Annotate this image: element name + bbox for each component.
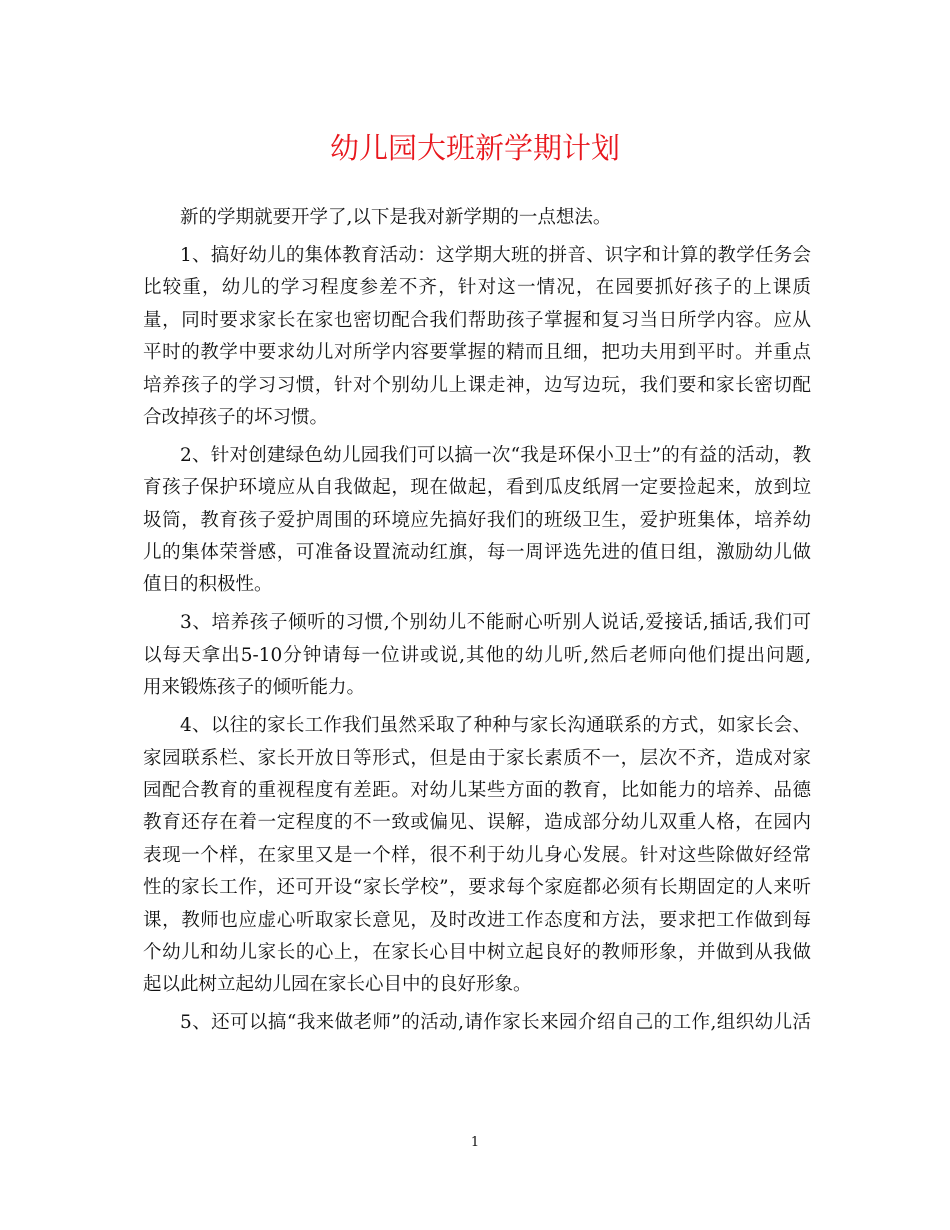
text-line: 量，同时要求家长在家也密切配合我们帮助孩子掌握和复习当日所学内容。应从 xyxy=(143,309,811,331)
text-line: 新的学期就要开学了,以下是我对新学期的一点想法。 xyxy=(180,207,612,228)
text-line: 圾筒，教育孩子爱护周围的环境应先搞好我们的班级卫生，爱护班集体，培养幼 xyxy=(143,509,811,531)
text-line: 1、搞好幼儿的集体教育活动：这学期大班的拼音、识字和计算的教学任务会 xyxy=(180,244,811,266)
paragraph-intro xyxy=(143,202,811,234)
text-line: 用来锻炼孩子的倾听能力。 xyxy=(143,677,366,699)
text-line: 值日的积极性。 xyxy=(143,574,273,596)
text-line: 培养孩子的学习习惯，针对个别幼儿上课走神，边写边玩，我们要和家长密切配 xyxy=(143,374,811,396)
paragraph-1 xyxy=(143,240,811,434)
text-line: 课，教师也应虚心听取家长意见，及时改进工作态度和方法，要求把工作做到每 xyxy=(143,909,811,931)
paragraph-2 xyxy=(143,440,811,602)
text-line: 家园联系栏、家长开放日等形式，但是由于家长素质不一，层次不齐，造成对家 xyxy=(143,747,811,769)
text-line: 以每天拿出5-10分钟请每一位讲或说,其他的幼儿听,然后老师向他们提出问题, xyxy=(143,644,811,666)
text-line: 教育还存在着一定程度的不一致或偏见、误解，造成部分幼儿双重人格，在园内 xyxy=(143,812,811,834)
text-line: 比较重，幼儿的学习程度参差不齐，针对这一情况，在园要抓好孩子的上课质 xyxy=(143,277,811,299)
paragraph-3 xyxy=(143,607,811,704)
text-line: 平时的教学中要求幼儿对所学内容要掌握的精而且细，把功夫用到平时。并重点 xyxy=(143,342,811,364)
text-line: 合改掉孩子的坏习惯。 xyxy=(143,406,329,428)
page-number: 1 xyxy=(470,1135,480,1150)
text-line: 3、培养孩子倾听的习惯,个别幼儿不能耐心听别人说话,爱接话,插话,我们可 xyxy=(180,612,811,634)
text-line: 儿的集体荣誉感，可准备设置流动红旗，每一周评选先进的值日组，激励幼儿做 xyxy=(143,542,811,564)
text-line: 个幼儿和幼儿家长的心上，在家长心目中树立起良好的教师形象，并做到从我做 xyxy=(143,941,811,963)
text-line: 2、针对创建绿色幼儿园我们可以搞一次“我是环保小卫士”的有益的活动，教 xyxy=(180,444,811,466)
text-line: 4、以往的家长工作我们虽然采取了种种与家长沟通联系的方式，如家长会、 xyxy=(180,715,811,737)
document-body xyxy=(143,202,811,1040)
text-line: 5、还可以搞“我来做老师”的活动,请作家长来园介绍自己的工作,组织幼儿活 xyxy=(180,1012,811,1034)
paragraph-5 xyxy=(143,1007,811,1039)
text-line: 起以此树立起幼儿园在家长心目中的良好形象。 xyxy=(143,974,532,996)
text-line: 性的家长工作，还可开设“家长学校”，要求每个家庭都必须有长期固定的人来听 xyxy=(143,877,811,899)
paragraph-4 xyxy=(143,710,811,1002)
text-line: 园配合教育的重视程度有差距。对幼儿某些方面的教育，比如能力的培养、品德 xyxy=(143,780,811,802)
text-line: 表现一个样，在家里又是一个样，很不利于幼儿身心发展。针对这些除做好经常 xyxy=(143,844,811,866)
text-line: 育孩子保护环境应从自我做起，现在做起，看到瓜皮纸屑一定要捡起来，放到垃 xyxy=(143,477,811,499)
document-title: 幼儿园大班新学期计划 xyxy=(329,131,620,165)
